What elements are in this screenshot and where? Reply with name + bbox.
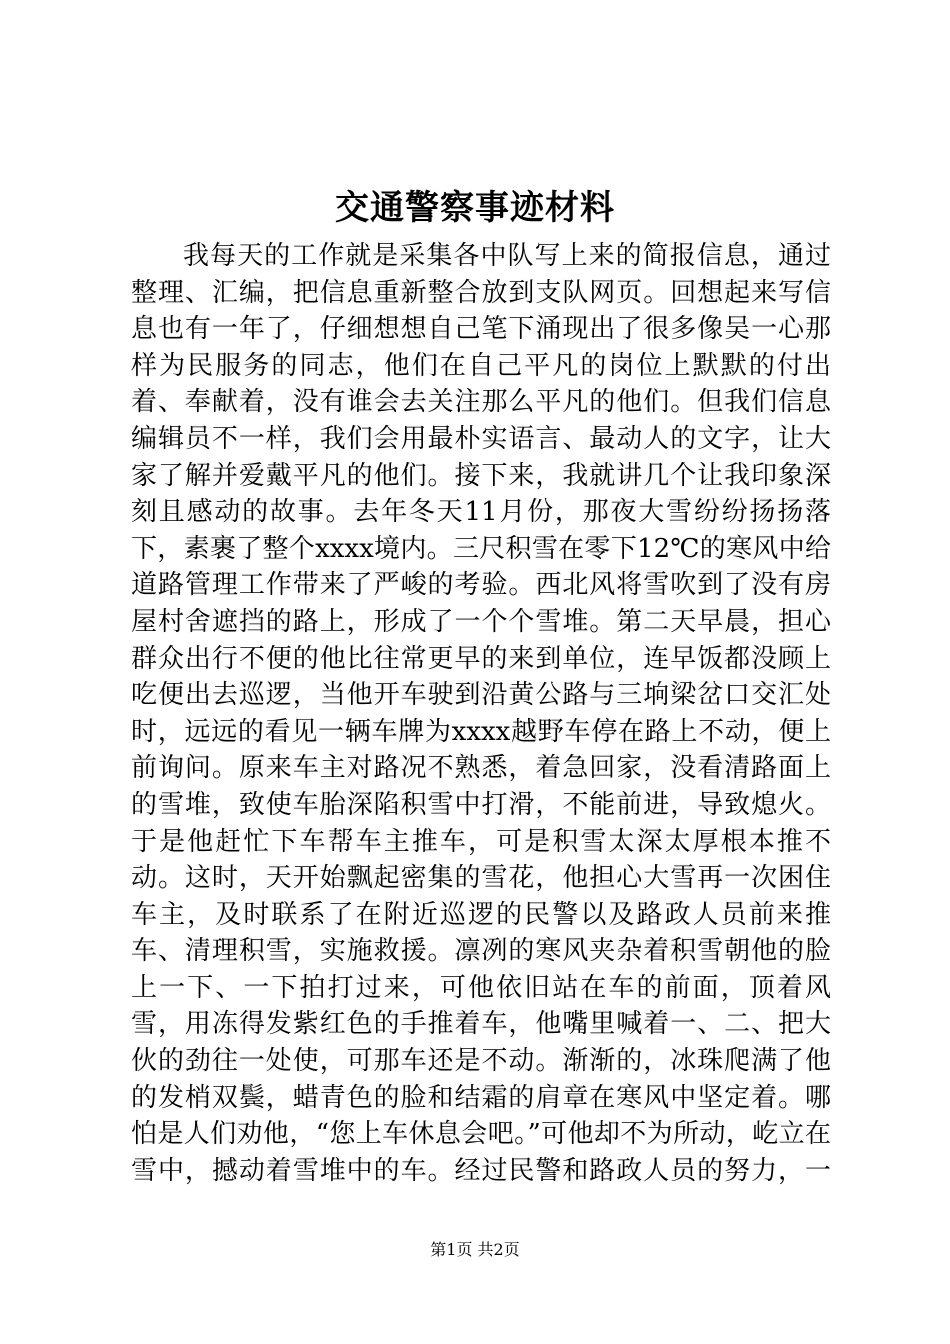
document-title: 交通警察事迹材料 (335, 188, 615, 228)
document-body-paragraph: 我每天的工作就是采集各中队写上来的简报信息，通过整理、汇编，把信息重新整合放到支队网页。回想起来写信息也有一年了，仔细想想自己笔下涌现出了很多像吴一心那样为民服务的同志，他们在自己平凡的岗位上默默的付出着、奉献着，没有谁会去关注那么平凡的他们。但我们信息编辑员不一样，我们会用最朴实语言、最动人的文字，让大家了解并爱戴平凡的他们。接下来，我就讲几个让我印象深刻且感动的故事。去年冬天11月份，那夜大雪纷纷扬扬落下，素裹了整个xxxx境内。三尺积雪在零下12℃的寒风中给道路管理工作带来了严峻的考验。西北风将雪吹到了没有房屋村舍遮挡的路上，形成了一个个雪堆。第二天早晨，担心群众出行不便的他比往常更早的来到单位，连早饭都没顾上吃便出去巡逻，当他开车驶到沿黄公路与三垧梁岔口交汇处时，远远的看见一辆车牌为xxxx越野车停在路上不动，便上前询问。原来车主对路况不熟悉，着急回家，没看清路面上的雪堆，致使车胎深陷积雪中打滑，不能前进，导致熄火。于是他赶忙下车帮车主推车，可是积雪太深太厚根本推不动。这时，天开始飘起密集的雪花，他担心大雪再一次困住车主，及时联系了在附近巡逻的民警以及路政人员前来推车、清理积雪，实施救援。凛冽的寒风夹杂着积雪朝他的脸上一下、一下拍打过来，可他依旧站在车的前面，顶着风雪，用冻得发紫红色的手推着车，他嘴里喊着一、二、把大伙的劲往一处使，可那车还是不动。渐渐的，冰珠爬满了他的发梢双鬓，蜡青色的脸和结霜的肩章在寒风中坚定着。哪怕是人们劝他，“您上车休息会吧。”可他却不为所动，屹立在雪中，撼动着雪堆中的车。经过民警和路政人员的努力，一 (131, 241, 831, 1186)
page-number-footer: 第1页 共2页 (430, 1240, 520, 1259)
